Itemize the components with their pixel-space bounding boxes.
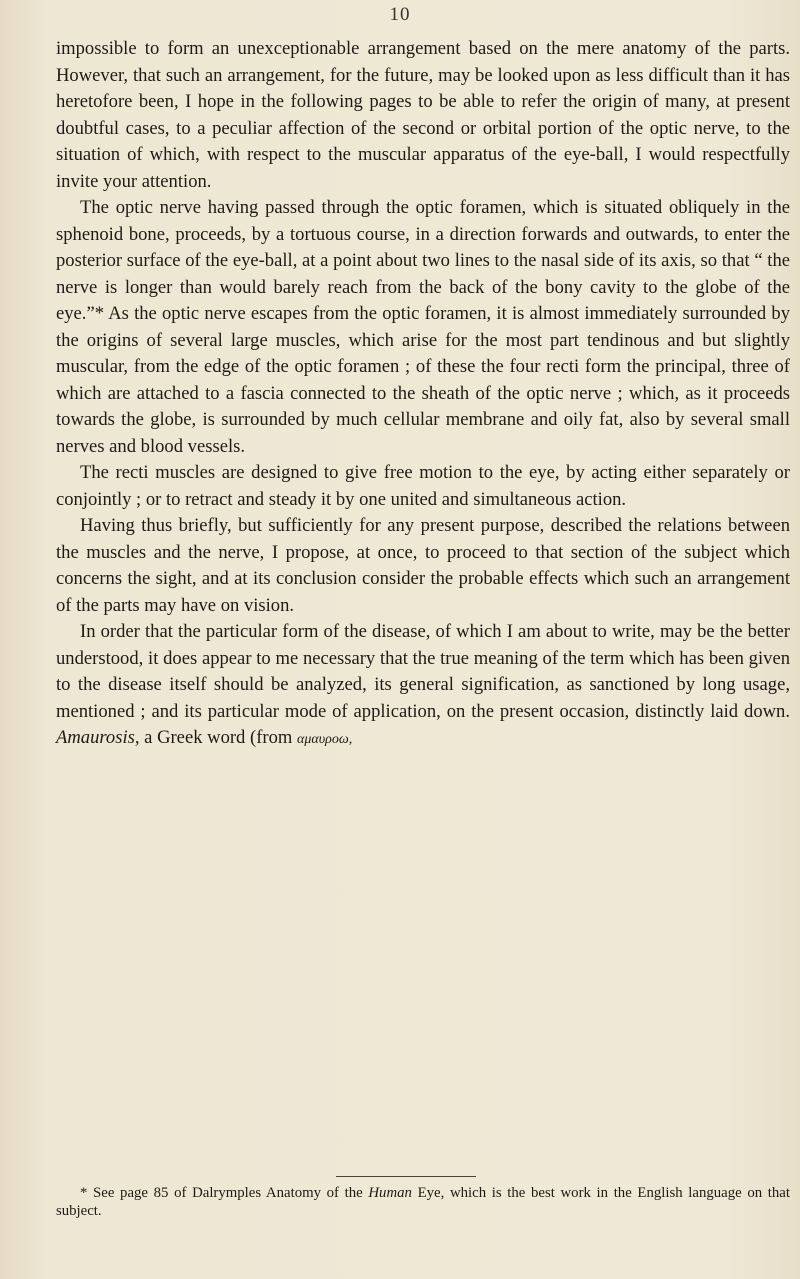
greek-word: αμαυροω, [296,732,353,747]
amaurosis-term: Amaurosis, [56,727,140,748]
paragraph-5 [56,619,790,754]
footnote [56,1184,790,1220]
footnote-before: * See page 85 of Dalrymples Anatomy of the [80,1185,369,1201]
page-number: 10 [389,4,411,25]
footnote-title: Human [368,1185,412,1201]
body-text [56,36,790,754]
footnote-after: Eye, which is the best work in the English language on that subject. [56,1185,790,1219]
footnote-text [56,1184,790,1220]
paragraph-1: impossible to form an unexceptionable arrangement based on the mere anatomy of the parts. However, that such an arrangement, for the future, may be looked upon as less difficult than it has heretofore been, I hope in the following pages to be able to refer the origin of many, at present doubtful cases, to a peculiar affection of the second or orbital portion of the optic nerve, to the situation of which, with respect to the muscular apparatus of the eye-ball, I would respectfully invite your attention. [56,38,790,192]
paragraph-4: Having thus briefly, but sufficiently for any present purpose, described the relations between the muscles and the nerve, I propose, at once, to proceed to that section of the subject which concerns the sight, and at its conclusion consider the probable effects which such an arrangement of the parts may have on vision. [56,515,790,616]
footnote-divider [336,1176,476,1177]
paragraph-5-middle: a Greek word (from [139,727,297,748]
paragraph-2: The optic nerve having passed through the optic foramen, which is situated obliquely in the sphenoid bone, proceeds, by a tortuous course, in a direction forwards and outwards, to enter the posterior surface of the eye-ball, at a point about two lines to the nasal side of its axis, so that “ the nerve is longer than would barely reach from the back of the bony cavity to the globe of the eye.”* As the optic nerve escapes from the optic foramen, it is almost immediately surrounded by the origins of several large muscles, which arise for the most part tendinous and but slightly muscular, from the edge of the optic foramen ; of these the four recti form the principal, three of which are attached to a fascia connected to the sheath of the optic nerve ; which, as it proceeds towards the globe, is surrounded by much cellular membrane and oily fat, also by several small nerves and blood vessels. [56,197,790,457]
paragraph-5-text: In order that the particular form of the disease, of which I am about to write, may be the better understood, it does appear to me necessary that the true meaning of the term which has been given to the disease itself should be analyzed, its general signification, as sanctioned by long usage, mentioned ; and its particular mode of application, on the present occasion, distinctly laid down. [56,621,790,722]
paragraph-3: The recti muscles are designed to give free motion to the eye, by acting either separately or conjointly ; or to retract and steady it by one united and simultaneous action. [56,462,790,510]
